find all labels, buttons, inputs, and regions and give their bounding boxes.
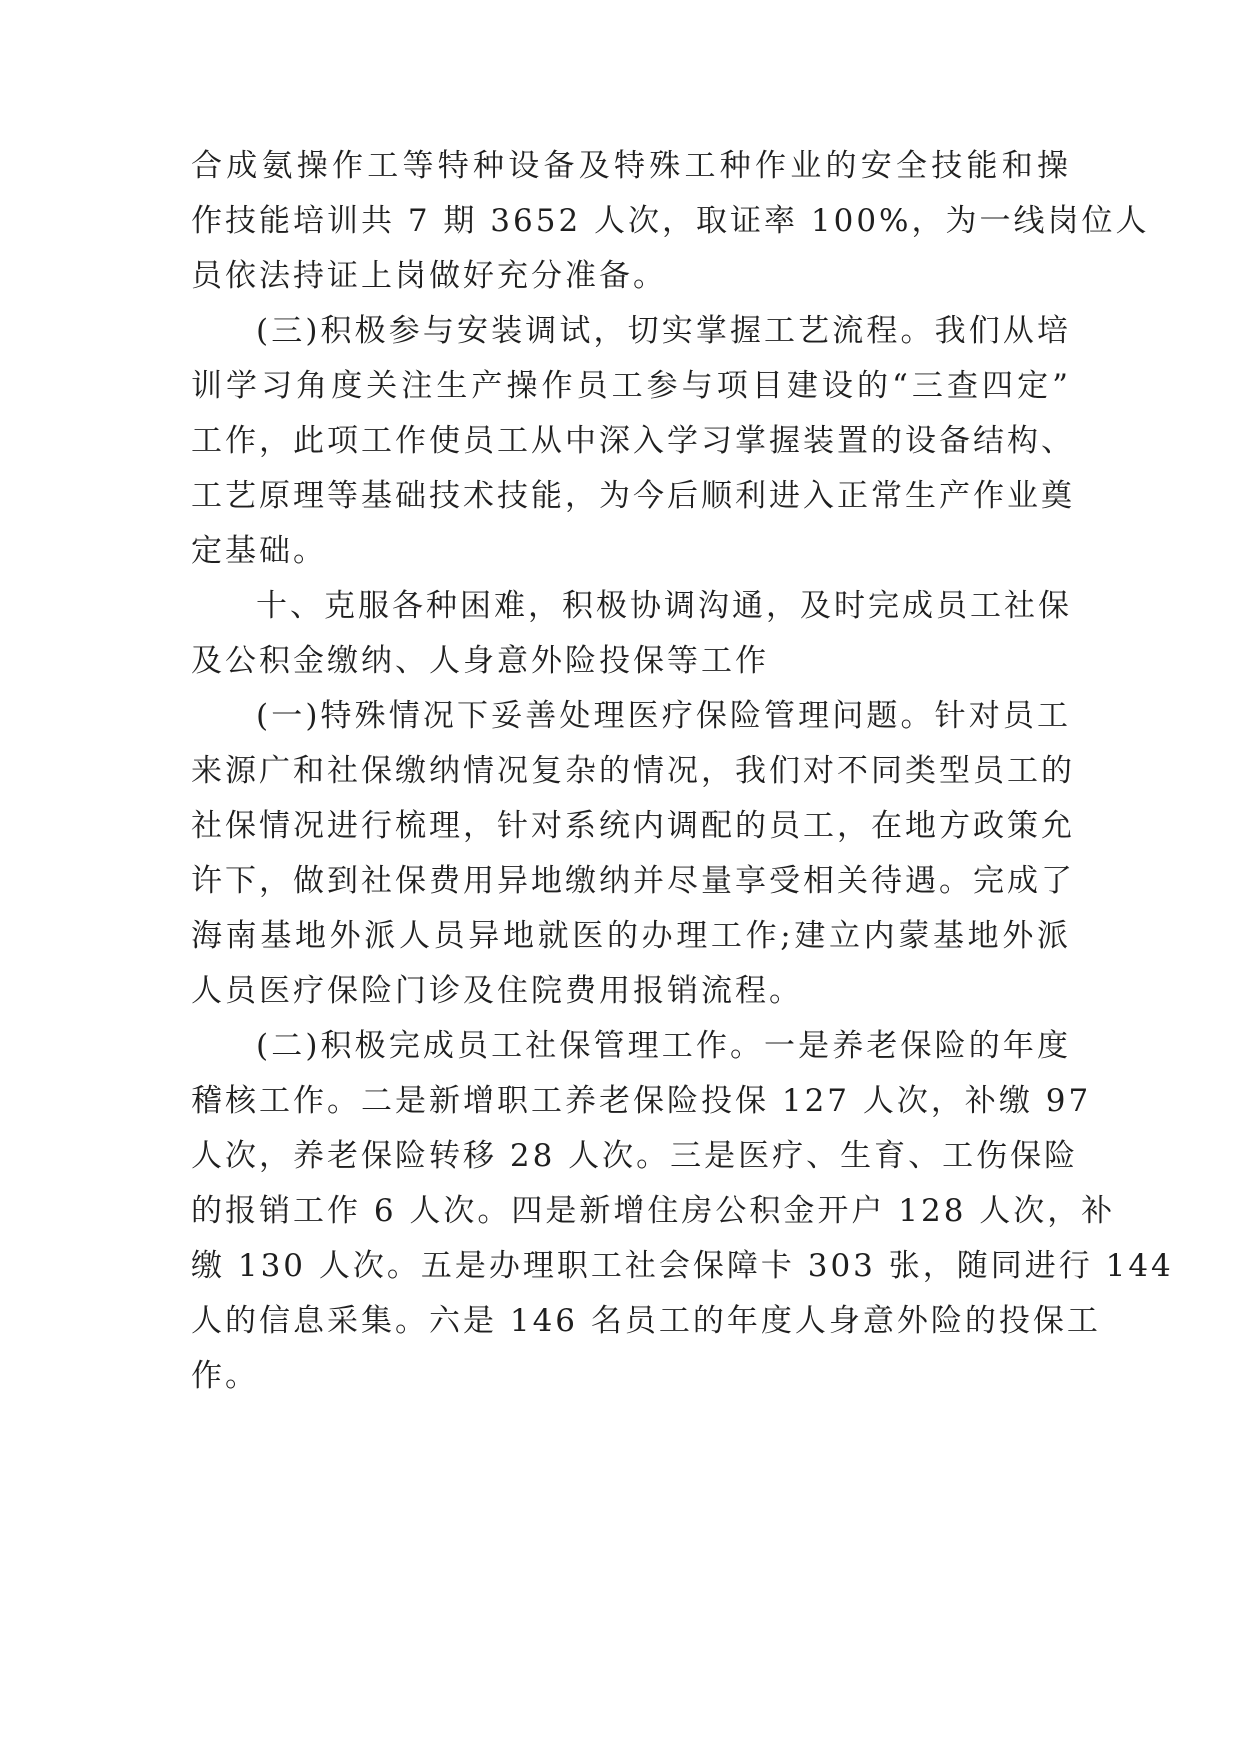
text-line: 人员医疗保险门诊及住院费用报销流程。: [191, 973, 803, 1009]
text-line: 训学习角度关注生产操作员工参与项目建设的“三查四定”: [191, 368, 1071, 404]
text-line: 稽核工作。二是新增职工养老保险投保 127 人次，补缴 97: [191, 1083, 1092, 1119]
paragraph-start-line: (二)积极完成员工社保管理工作。一是养老保险的年度: [256, 1028, 1071, 1064]
paragraph-start-line: (一)特殊情况下妥善处理医疗保险管理问题。针对员工: [256, 698, 1071, 734]
text-line: 社保情况进行梳理，针对系统内调配的员工，在地方政策允: [191, 808, 1075, 844]
section-heading-line: 十、克服各种困难，积极协调沟通，及时完成员工社保: [256, 588, 1072, 624]
text-line: 作技能培训共 7 期 3652 人次，取证率 100%，为一线岗位人: [191, 203, 1150, 239]
text-line: 员依法持证上岗做好充分准备。: [191, 258, 667, 294]
text-line: 来源广和社保缴纳情况复杂的情况，我们对不同类型员工的: [191, 753, 1075, 789]
text-line: 工作，此项工作使员工从中深入学习掌握装置的设备结构、: [191, 423, 1075, 459]
text-line: 工艺原理等基础技术技能，为今后顺利进入正常生产作业奠: [191, 478, 1075, 514]
text-line: 人次，养老保险转移 28 人次。三是医疗、生育、工伤保险: [191, 1138, 1079, 1174]
text-line: 合成氨操作工等特种设备及特殊工种作业的安全技能和操: [191, 148, 1071, 184]
text-line: 许下，做到社保费用异地缴纳并尽量享受相关待遇。完成了: [191, 863, 1075, 899]
section-heading-line: 及公积金缴纳、人身意外险投保等工作: [191, 643, 769, 679]
text-line: 定基础。: [191, 533, 327, 569]
text-line: 的报销工作 6 人次。四是新增住房公积金开户 128 人次，补: [191, 1193, 1116, 1229]
text-line: 作。: [191, 1358, 259, 1394]
paragraph-start-line: (三)积极参与安装调试，切实掌握工艺流程。我们从培: [256, 313, 1071, 349]
text-line: 海南基地外派人员异地就医的办理工作;建立内蒙基地外派: [191, 918, 1071, 954]
text-line: 缴 130 人次。五是办理职工社会保障卡 303 张，随同进行 144: [191, 1248, 1174, 1284]
text-line: 人的信息采集。六是 146 名员工的年度人身意外险的投保工: [191, 1303, 1101, 1339]
